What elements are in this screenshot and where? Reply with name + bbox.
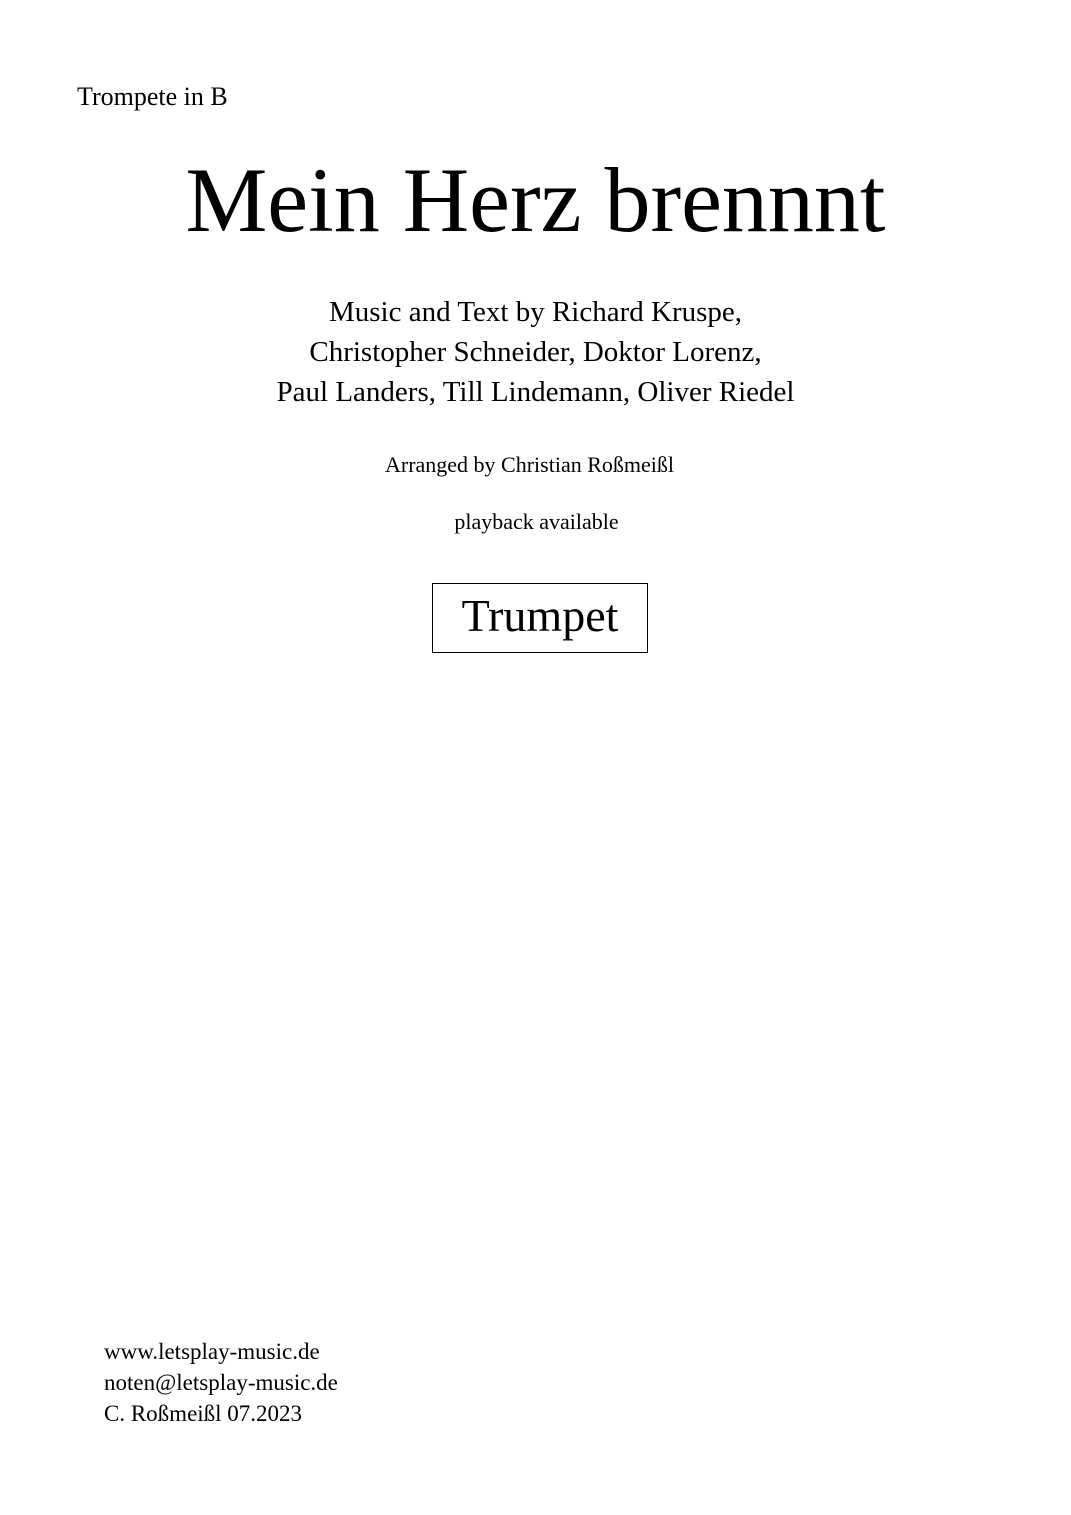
- composer-credits: [0, 292, 1071, 412]
- footer-website: www.letsplay-music.de: [104, 1339, 320, 1364]
- playback-note: playback available: [454, 509, 619, 534]
- credits-line: Music and Text by Richard Kruspe,: [328, 296, 743, 328]
- footer-copyright: C. Roßmeißl 07.2023: [104, 1401, 303, 1426]
- footer-email: noten@letsplay-music.de: [104, 1370, 338, 1395]
- part-label: Trumpet: [461, 590, 619, 641]
- credits-line: Paul Landers, Till Lindemann, Oliver Riedel: [276, 376, 795, 408]
- instrument-label: Trompete in B: [77, 82, 228, 111]
- arranger-credit: Arranged by Christian Roßmeißl: [384, 452, 674, 477]
- part-label-box: [432, 583, 648, 653]
- footer-contact: [104, 1336, 338, 1429]
- credits-line: Christopher Schneider, Doktor Lorenz,: [309, 336, 762, 368]
- page-title: Mein Herz brennnt: [185, 149, 886, 251]
